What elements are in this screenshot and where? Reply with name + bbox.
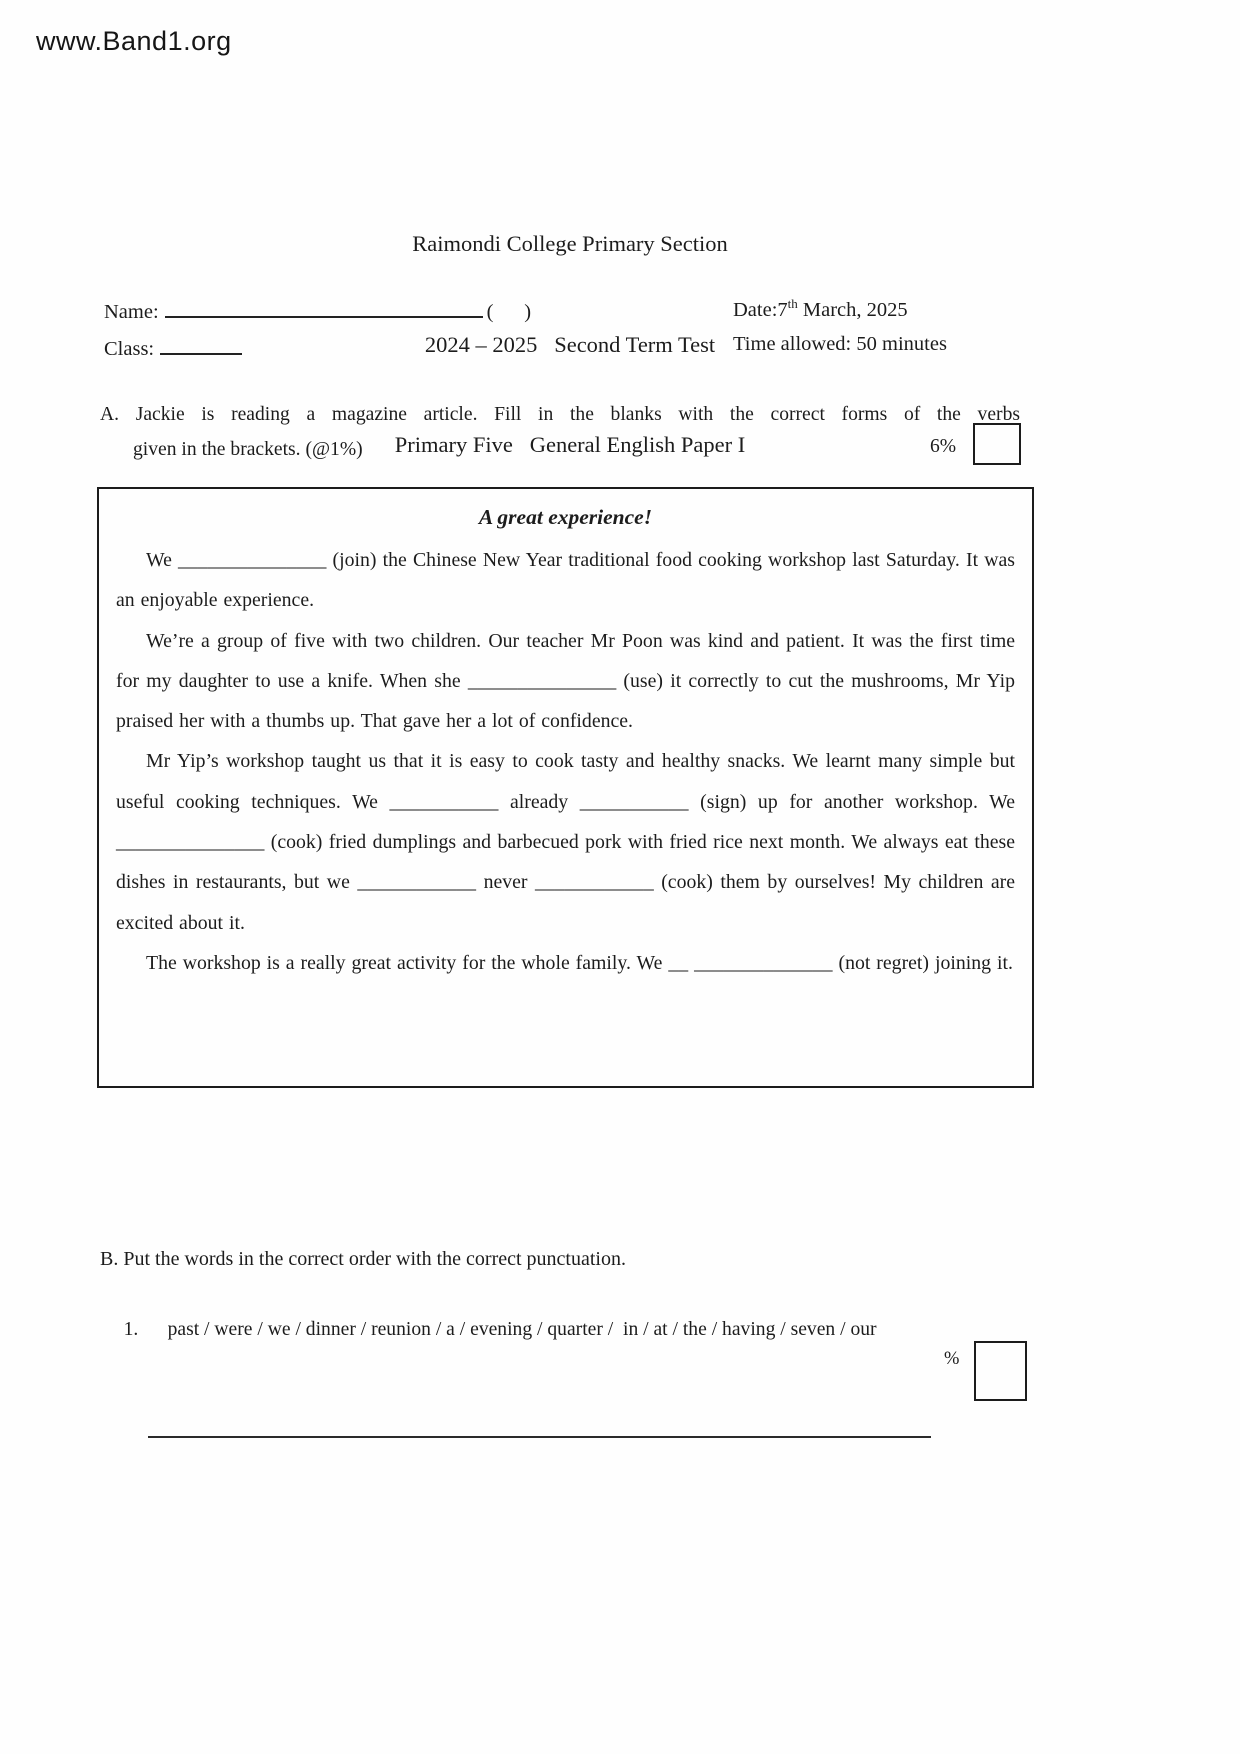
question-1-words: past / were / we / dinner / reunion / a / evening / quarter / in / at / the / having / seven / our bbox=[167, 1319, 877, 1340]
class-fill-line bbox=[160, 333, 242, 355]
name-fill-line bbox=[165, 296, 483, 318]
watermark: www.Band1.org bbox=[36, 26, 232, 56]
passage-paragraph-3: Mr Yip’s workshop taught us that it is easy to cook tasty and healthy snacks. We learnt many simple but useful cooking techniques. We ___________ already ___________ (sign) up for another workshop. We _______________ (cook) fried dumplings and barbecued pork with fried rice next month. We always eat these dishes in restaurants, but we ____________ never ____________ (cook) them by ourselves! My children are excited about it. bbox=[116, 750, 1015, 934]
section-b-marks-symbol: % bbox=[944, 1349, 960, 1369]
date-ordinal-suffix: th bbox=[787, 296, 798, 311]
class-label: Class: bbox=[104, 338, 155, 360]
question-1-number: 1. bbox=[123, 1319, 139, 1340]
question-1-row bbox=[104, 1297, 877, 1363]
section-b-score-box bbox=[974, 1341, 1027, 1401]
section-a-line2: given in the brackets. (@1%) bbox=[133, 438, 363, 460]
section-b-heading: B. Put the words in the correct order with the correct punctuation. bbox=[100, 1248, 626, 1270]
section-a-instructions bbox=[100, 398, 1020, 467]
section-a-marks: 6% bbox=[930, 436, 957, 457]
date-row bbox=[733, 296, 908, 322]
name-label: Name: bbox=[104, 301, 159, 323]
passage-paragraph-2: We’re a group of five with two children. Our teacher Mr Poon was kind and patient. It was the first time for my daughter to use a knife. When she _______________ (use) it correctly to cut the mushrooms, Mr Yip praised her with a thumbs up. That gave her a lot of confidence. bbox=[116, 629, 1015, 733]
section-a-line1: A. Jackie is reading a magazine article. Fill in the blanks with the correct forms of the verbs bbox=[100, 404, 1020, 425]
section-a-score-box bbox=[973, 423, 1021, 465]
date-label: Date:7th March, 2025 bbox=[733, 296, 908, 321]
class-number-parentheses: ( ) bbox=[486, 301, 532, 323]
term-test-title: 2024 – 2025 Second Term Test bbox=[424, 331, 716, 357]
passage-paragraph-1: We _______________ (join) the Chinese New Year traditional food cooking workshop last Saturday. It was an enjoyable experience. bbox=[116, 549, 1015, 612]
passage-title: A great experience! bbox=[478, 505, 653, 529]
school-name: Raimondi College Primary Section bbox=[412, 231, 728, 256]
time-row bbox=[733, 333, 947, 356]
reading-passage-box bbox=[97, 487, 1034, 1088]
class-row bbox=[104, 333, 242, 361]
question-1-answer-line bbox=[148, 1416, 931, 1438]
time-allowed-label: Time allowed: 50 minutes bbox=[733, 333, 947, 355]
passage-paragraph-4: The workshop is a really great activity for the whole family. We __ ______________ (not regret) joining it. bbox=[146, 951, 1013, 974]
name-row bbox=[104, 296, 531, 324]
paper-subtitle: Primary Five General English Paper I bbox=[394, 432, 746, 457]
